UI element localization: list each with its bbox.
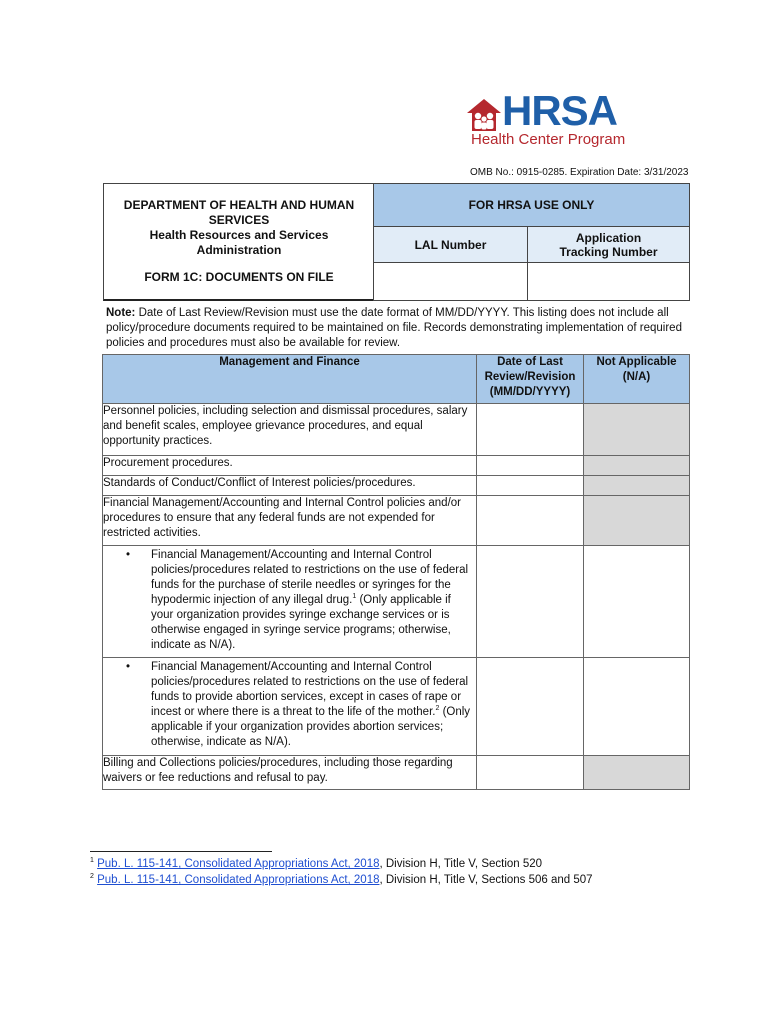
row-description: Financial Management/Accounting and Internal Control policies and/or procedures to ensure that any federal funds are not expended for restricted activities. <box>103 496 477 546</box>
bullet-icon: • <box>126 661 131 673</box>
na-cell[interactable] <box>584 496 690 546</box>
documents-table <box>102 354 690 790</box>
na-cell[interactable] <box>584 476 690 496</box>
logo-subtitle: Health Center Program <box>471 131 626 148</box>
footnote-1-link[interactable]: Pub. L. 115-141, Consolidated Appropriations Act, 2018 <box>97 858 380 870</box>
date-cell[interactable] <box>477 546 584 658</box>
footnote-1: $^1$ Pub. L. 115-141, Consolidated Appropriations Act, 2018, Division H, Title V, Section 520 <box>90 857 543 870</box>
department-header <box>103 183 373 301</box>
logo-wordmark: HRSA <box>502 87 618 134</box>
footnote-divider <box>90 851 272 852</box>
table-row <box>103 404 690 456</box>
date-cell[interactable] <box>477 658 584 756</box>
date-cell[interactable] <box>477 476 584 496</box>
tracking-number-field[interactable] <box>527 262 690 301</box>
note-label: Note: <box>106 307 136 319</box>
na-cell[interactable] <box>584 456 690 476</box>
hrsa-logo <box>466 87 656 151</box>
na-cell[interactable] <box>584 404 690 456</box>
department-name: DEPARTMENT OF HEALTH AND HUMAN SERVICES Health Resources and Services Administration <box>123 198 355 257</box>
table-row <box>103 546 690 658</box>
bullet-icon: • <box>126 549 131 561</box>
row-description: Standards of Conduct/Conflict of Interest policies/procedures. <box>103 476 477 496</box>
footnote-2-link[interactable]: Pub. L. 115-141, Consolidated Appropriations Act, 2018 <box>97 874 380 886</box>
lal-number-label: LAL Number <box>373 226 528 263</box>
date-cell[interactable] <box>477 756 584 790</box>
na-cell[interactable] <box>584 658 690 756</box>
table-row <box>103 658 690 756</box>
table-row <box>103 496 690 546</box>
people-house-icon <box>466 97 502 135</box>
table-row <box>103 476 690 496</box>
row-description: • Financial Management/Accounting and Internal Control policies/procedures related to restrictions on the use of federal funds for the purchase of sterile needles or syringes for the hypodermic injection of any illegal drug.$^1$ (Only applicable if your organization provides syringe exchange services or is otherwise engaged in syringe service programs; otherwise, indicate as N/A). <box>103 546 477 658</box>
note-text: Note: Date of Last Review/Revision must use the date format of MM/DD/YYYY. This listing does not include all policy/procedure documents required to be maintained on file. Records demonstrating implementation of required policies and procedures must also be available for review. <box>106 307 682 349</box>
hrsa-use-only-header: FOR HRSA USE ONLY <box>373 183 690 227</box>
column-header-na: Not Applicable (N/A) <box>584 355 690 404</box>
na-cell[interactable] <box>584 546 690 658</box>
tracking-number-label: Application Tracking Number <box>527 226 690 263</box>
footnote-2: $^2$ Pub. L. 115-141, Consolidated Appropriations Act, 2018, Division H, Title V, Sections 506 and 507 <box>90 873 593 886</box>
column-header-management: Management and Finance <box>103 355 477 404</box>
na-cell[interactable] <box>584 756 690 790</box>
table-row <box>103 756 690 790</box>
table-row <box>103 456 690 476</box>
row-description: • Financial Management/Accounting and Internal Control policies/procedures related to restrictions on the use of federal funds to provide abortion services, except in cases of rape or incest or where there is a threat to the life of the mother.$^2$ (Only applicable if your organization provides abortion services; otherwise, indicate as N/A). <box>103 658 477 756</box>
date-cell[interactable] <box>477 404 584 456</box>
date-cell[interactable] <box>477 496 584 546</box>
row-description: Procurement procedures. <box>103 456 477 476</box>
lal-number-field[interactable] <box>373 262 528 301</box>
form-title: FORM 1C: DOCUMENTS ON FILE <box>144 270 334 284</box>
row-description: Billing and Collections policies/procedures, including those regarding waivers or fee reductions and refusal to pay. <box>103 756 477 790</box>
date-cell[interactable] <box>477 456 584 476</box>
omb-number: OMB No.: 0915-0285. Expiration Date: 3/31/2023 <box>470 167 689 178</box>
table-header-row <box>103 355 690 404</box>
column-header-date: Date of Last Review/Revision (MM/DD/YYYY) <box>477 355 584 404</box>
row-description: Personnel policies, including selection and dismissal procedures, salary and benefit scales, employee grievance procedures, and equal opportunity practices. <box>103 404 477 456</box>
